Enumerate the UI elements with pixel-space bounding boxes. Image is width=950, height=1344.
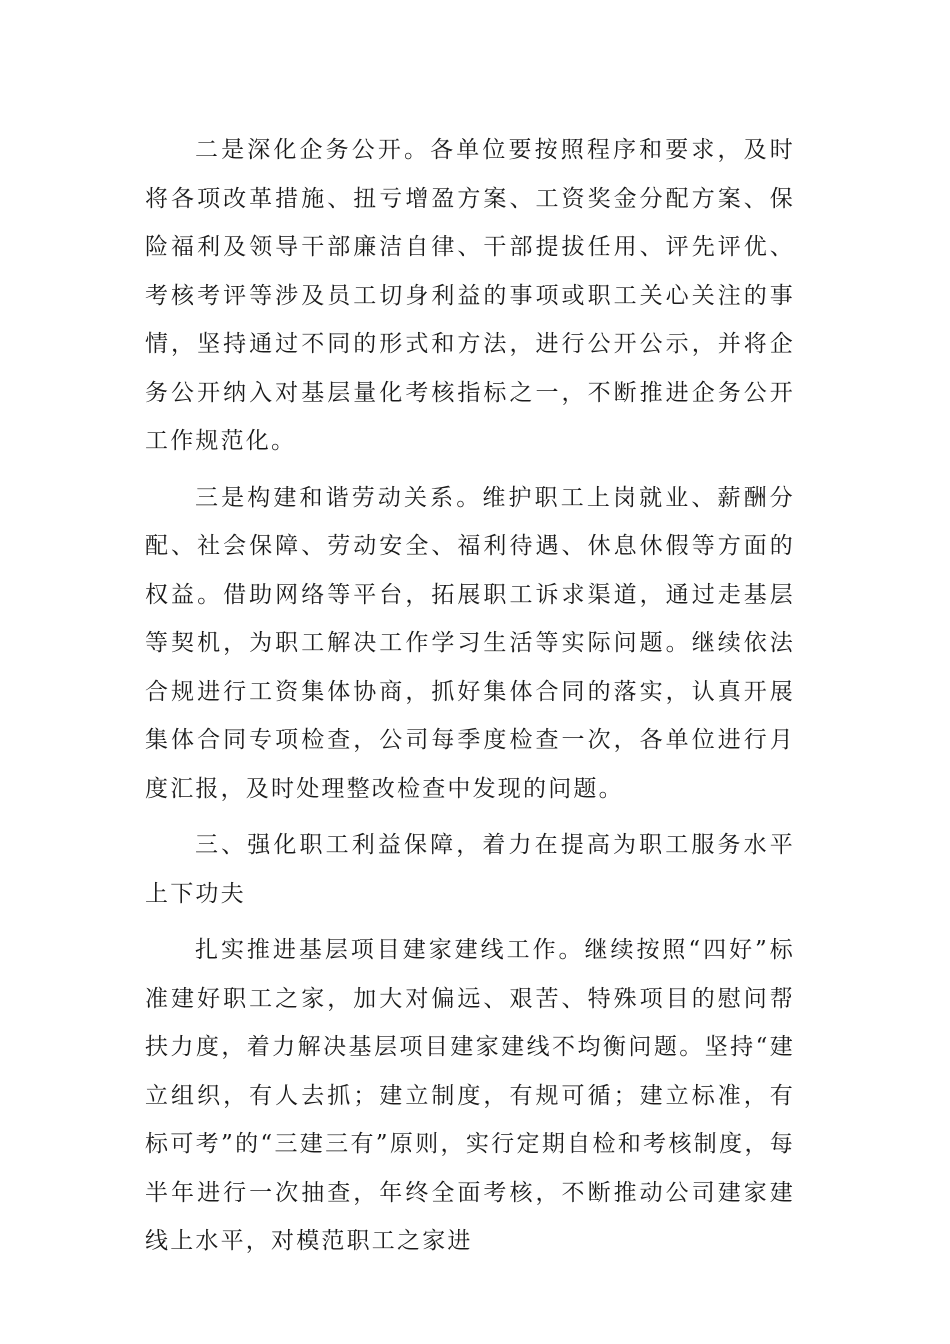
paragraph-deepen-enterprise-affairs-disclosure: 二是深化企务公开。各单位要按照程序和要求，及时将各项改革措施、扭亏增盈方案、工资奖金分配方案、保险福利及领导干部廉洁自律、干部提拔任用、评先评优、考核考评等涉及员工切身利益的事项或职工关心关注的事情，坚持通过不同的形式和方法，进行公开公示，并将企务公开纳入对基层量化考核指标之一，不断推进企务公开工作规范化。 <box>145 137 795 454</box>
paragraph-harmonious-labor-relations: 三是构建和谐劳动关系。维护职工上岗就业、薪酬分配、社会保障、劳动安全、福利待遇、休息休假等方面的权益。借助网络等平台，拓展职工诉求渠道，通过走基层等契机，为职工解决工作学习生活等实际问题。继续依法合规进行工资集体协商，抓好集体合同的落实，认真开展集体合同专项检查，公司每季度检查一次，各单位进行月度汇报，及时处理整改检查中发现的问题。 <box>145 484 795 802</box>
document-body <box>145 126 795 1274</box>
paragraph-grassroots-home-building: 扎实推进基层项目建家建线工作。继续按照“四好”标准建好职工之家，加大对偏远、艰苦、特殊项目的慰问帮扶力度，着力解决基层项目建家建线不均衡问题。坚持“建立组织，有人去抓；建立制度，有规可循；建立标准，有标可考”的“三建三有”原则，实行定期自检和考核制度，每半年进行一次抽查，年终全面考核，不断推动公司建家建线上水平，对模范职工之家进 <box>145 937 795 1254</box>
section-heading-worker-interest-protection: 三、强化职工利益保障，着力在提高为职工服务水平上下功夫 <box>145 832 795 907</box>
